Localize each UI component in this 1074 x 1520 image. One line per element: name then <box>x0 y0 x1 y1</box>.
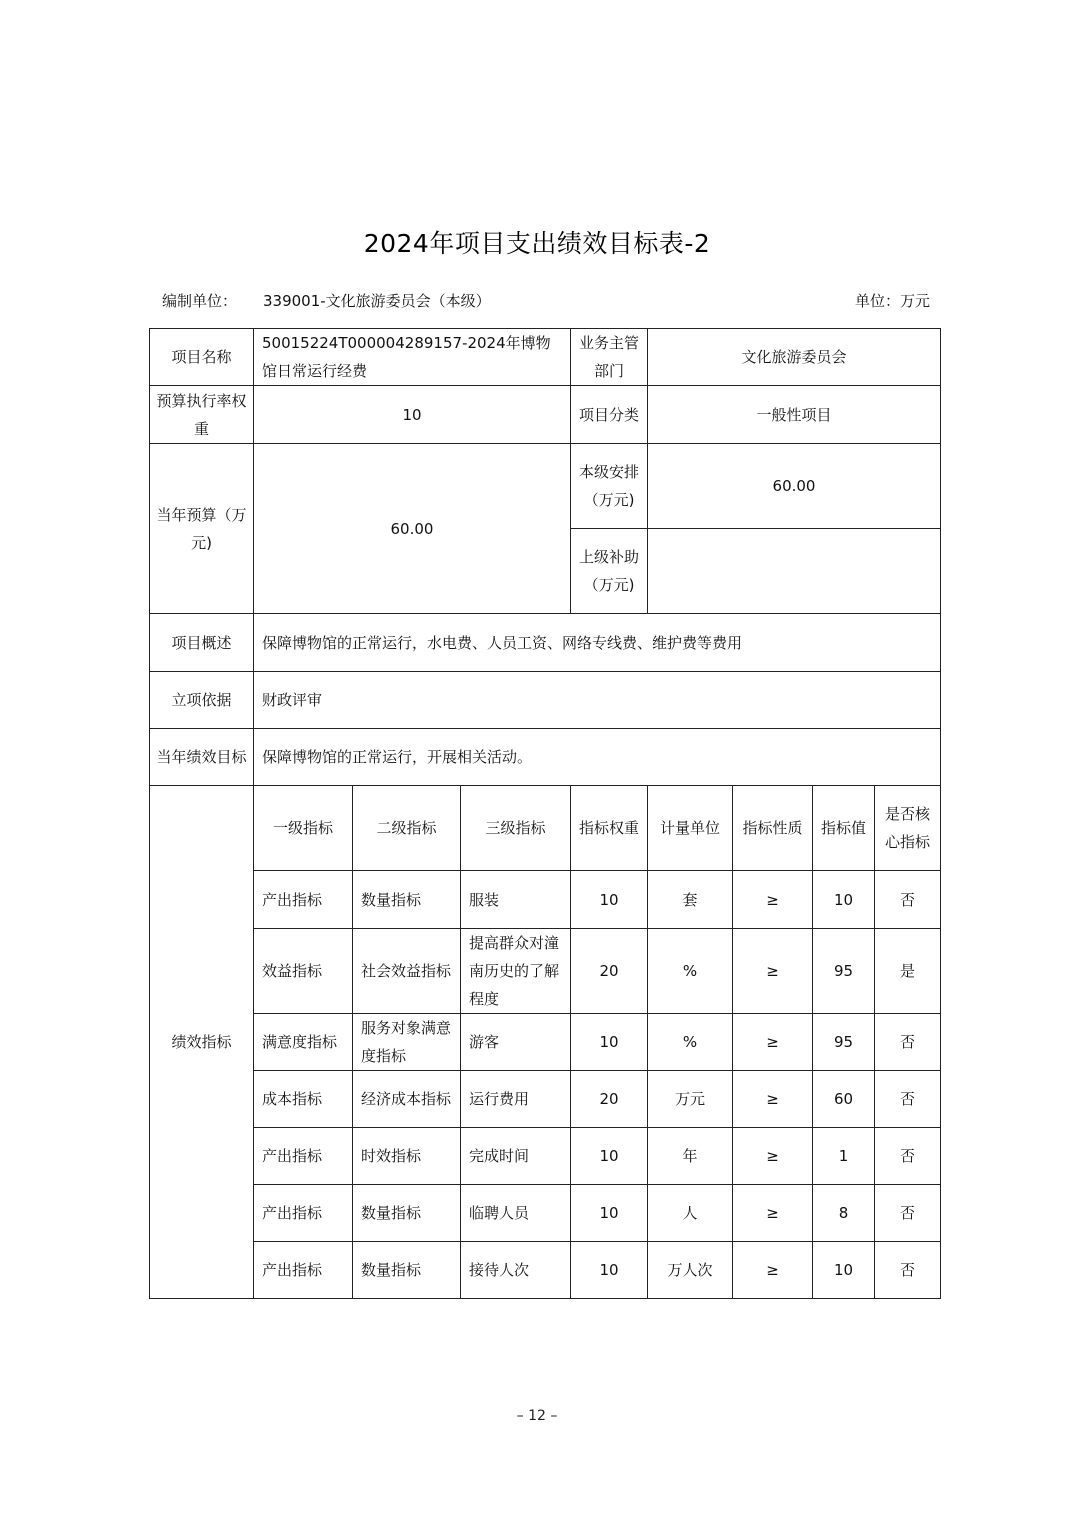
cell-nature: ≥ <box>733 1071 813 1128</box>
dept-label: 业务主管部门 <box>571 329 648 386</box>
cell-nature: ≥ <box>733 1014 813 1071</box>
indicator-header-row <box>150 786 941 871</box>
header-core: 是否核心指标 <box>875 786 941 871</box>
unit-label: 单位：万元 <box>854 292 930 310</box>
budget-label: 当年预算（万元) <box>150 444 254 614</box>
cell-nature: ≥ <box>733 929 813 1014</box>
cell-weight: 10 <box>571 1185 648 1242</box>
cell-level3: 运行费用 <box>461 1071 571 1128</box>
cell-level1: 满意度指标 <box>254 1014 353 1071</box>
subsidy-label: 上级补助（万元) <box>571 529 648 614</box>
cell-level1: 成本指标 <box>254 1071 353 1128</box>
table-row <box>150 929 941 1014</box>
overview-label: 项目概述 <box>150 614 254 672</box>
table-row <box>150 1128 941 1185</box>
cell-value: 1 <box>813 1128 875 1185</box>
cell-level3: 游客 <box>461 1014 571 1071</box>
cell-level3: 接待人次 <box>461 1242 571 1299</box>
cell-level3: 临聘人员 <box>461 1185 571 1242</box>
local-label: 本级安排（万元) <box>571 444 648 529</box>
cell-level1: 效益指标 <box>254 929 353 1014</box>
cell-core: 否 <box>875 1014 941 1071</box>
org-value: 339001-文化旅游委员会（本级） <box>263 292 491 310</box>
page-number: – 12 – <box>516 1408 558 1424</box>
table-row <box>150 871 941 929</box>
table-row <box>150 1014 941 1071</box>
cell-level2: 服务对象满意度指标 <box>353 1014 461 1071</box>
cell-weight: 10 <box>571 1014 648 1071</box>
cell-level3: 完成时间 <box>461 1128 571 1185</box>
cell-level2: 数量指标 <box>353 871 461 929</box>
cell-core: 是 <box>875 929 941 1014</box>
cell-level3: 服装 <box>461 871 571 929</box>
cell-unit: 人 <box>648 1185 733 1242</box>
cell-value: 60 <box>813 1071 875 1128</box>
row-budget <box>150 444 941 529</box>
category-value: 一般性项目 <box>648 386 941 444</box>
header-nature: 指标性质 <box>733 786 813 871</box>
page-title: 2024年项目支出绩效目标表-2 <box>363 229 711 258</box>
row-goal <box>150 729 941 786</box>
row-basis <box>150 672 941 729</box>
header-value: 指标值 <box>813 786 875 871</box>
local-value: 60.00 <box>648 444 941 529</box>
table-row <box>150 1185 941 1242</box>
cell-level2: 数量指标 <box>353 1185 461 1242</box>
cell-unit: % <box>648 1014 733 1071</box>
exec-weight-value: 10 <box>254 386 571 444</box>
cell-level1: 产出指标 <box>254 1185 353 1242</box>
cell-unit: 万元 <box>648 1071 733 1128</box>
cell-level1: 产出指标 <box>254 1242 353 1299</box>
cell-unit: 万人次 <box>648 1242 733 1299</box>
exec-weight-label: 预算执行率权重 <box>150 386 254 444</box>
cell-weight: 10 <box>571 1128 648 1185</box>
cell-value: 8 <box>813 1185 875 1242</box>
cell-unit: 套 <box>648 871 733 929</box>
cell-core: 否 <box>875 1242 941 1299</box>
table-row <box>150 1242 941 1299</box>
basis-label: 立项依据 <box>150 672 254 729</box>
cell-level2: 时效指标 <box>353 1128 461 1185</box>
cell-level2: 社会效益指标 <box>353 929 461 1014</box>
goal-label: 当年绩效目标 <box>150 729 254 786</box>
cell-value: 10 <box>813 871 875 929</box>
header-weight: 指标权重 <box>571 786 648 871</box>
cell-level3: 提高群众对潼南历史的了解程度 <box>461 929 571 1014</box>
cell-core: 否 <box>875 871 941 929</box>
header-level1: 一级指标 <box>254 786 353 871</box>
dept-value: 文化旅游委员会 <box>648 329 941 386</box>
performance-table <box>149 328 941 1299</box>
row-exec-weight <box>150 386 941 444</box>
cell-unit: 年 <box>648 1128 733 1185</box>
goal-value: 保障博物馆的正常运行，开展相关活动。 <box>254 729 941 786</box>
cell-core: 否 <box>875 1128 941 1185</box>
cell-value: 95 <box>813 1014 875 1071</box>
table-row <box>150 1071 941 1128</box>
cell-nature: ≥ <box>733 1185 813 1242</box>
cell-nature: ≥ <box>733 871 813 929</box>
cell-unit: % <box>648 929 733 1014</box>
header-level2: 二级指标 <box>353 786 461 871</box>
cell-nature: ≥ <box>733 1242 813 1299</box>
cell-level1: 产出指标 <box>254 1128 353 1185</box>
category-label: 项目分类 <box>571 386 648 444</box>
cell-core: 否 <box>875 1185 941 1242</box>
org-label: 编制单位： <box>162 292 238 310</box>
cell-level1: 产出指标 <box>254 871 353 929</box>
row-project-name <box>150 329 941 386</box>
cell-value: 95 <box>813 929 875 1014</box>
cell-weight: 20 <box>571 1071 648 1128</box>
header-unit: 计量单位 <box>648 786 733 871</box>
project-name-label: 项目名称 <box>150 329 254 386</box>
cell-level2: 经济成本指标 <box>353 1071 461 1128</box>
cell-core: 否 <box>875 1071 941 1128</box>
row-overview <box>150 614 941 672</box>
header-level3: 三级指标 <box>461 786 571 871</box>
cell-level2: 数量指标 <box>353 1242 461 1299</box>
cell-weight: 10 <box>571 871 648 929</box>
subsidy-value <box>648 529 941 614</box>
cell-weight: 10 <box>571 1242 648 1299</box>
project-name-value: 50015224T000004289157-2024年博物馆日常运行经费 <box>254 329 571 386</box>
cell-nature: ≥ <box>733 1128 813 1185</box>
basis-value: 财政评审 <box>254 672 941 729</box>
indicators-section-label: 绩效指标 <box>150 786 254 1299</box>
overview-value: 保障博物馆的正常运行，水电费、人员工资、网络专线费、维护费等费用 <box>254 614 941 672</box>
budget-value: 60.00 <box>254 444 571 614</box>
cell-value: 10 <box>813 1242 875 1299</box>
cell-weight: 20 <box>571 929 648 1014</box>
